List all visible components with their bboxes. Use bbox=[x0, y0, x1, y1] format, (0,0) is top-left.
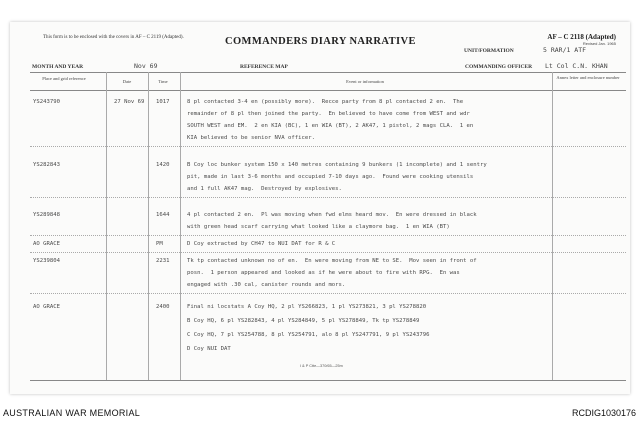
row-rule bbox=[30, 146, 626, 147]
row-rule bbox=[30, 293, 626, 294]
diary-sheet bbox=[10, 22, 630, 394]
row-rule bbox=[30, 235, 626, 236]
row-event-line: 8 pl contacted 3-4 en (possibly more). Recce party from 8 pl contacted 2 en. The bbox=[187, 99, 464, 105]
header-rule-bottom bbox=[30, 90, 626, 91]
row-place: AO GRACE bbox=[33, 241, 60, 247]
unit-value: 5 RAR/1 ATF bbox=[543, 46, 587, 54]
row-place: YS289848 bbox=[33, 212, 60, 218]
row-event-line: B Coy loc bunker system 150 x 140 metres containing 9 bunkers (1 incomplete) and 1 sentry bbox=[187, 162, 487, 168]
row-time: 2231 bbox=[156, 258, 170, 264]
col-divider bbox=[552, 72, 553, 380]
col-date-header: Date bbox=[122, 79, 132, 84]
month-label: MONTH AND YEAR bbox=[32, 64, 84, 70]
row-place: YS243790 bbox=[33, 99, 60, 105]
table-bottom-rule bbox=[30, 380, 626, 381]
row-rule bbox=[30, 197, 626, 198]
co-value: Lt Col C.N. KHAN bbox=[545, 62, 608, 70]
row-event-line: D Coy NUI DAT bbox=[187, 346, 231, 352]
row-event-line: engaged with .30 cal, canister rounds and mors. bbox=[187, 282, 346, 288]
col-divider bbox=[148, 72, 149, 380]
row-time: 1017 bbox=[156, 99, 170, 105]
month-value: Nov 69 bbox=[134, 62, 158, 70]
print-note: I & P Ctte—370/65—25m bbox=[300, 364, 343, 368]
row-time: 2400 bbox=[156, 304, 170, 310]
row-time: 1420 bbox=[156, 162, 170, 168]
form-id: AF – C 2118 (Adapted) bbox=[547, 33, 616, 41]
revised-date: Revised Jan. 1965 bbox=[582, 41, 616, 46]
row-event-line: KIA believed to be senior NVA officer. bbox=[187, 135, 315, 141]
row-event-line: Final ni locstats A Coy HQ, 2 pl YS266823, 1 pl YS273821, 3 pl YS278820 bbox=[187, 304, 427, 310]
col-divider bbox=[106, 72, 107, 380]
refmap-label: REFERENCE MAP bbox=[240, 64, 288, 70]
row-event-line: 4 pl contacted 2 en. Pl was moving when fwd elms heard mov. En were dressed in black bbox=[187, 212, 477, 218]
row-place: YS239804 bbox=[33, 258, 60, 264]
row-event-line: B Coy HQ, 6 pl YS282843, 4 pl YS284849, 5 pl YS278849, Tk tp YS278849 bbox=[187, 318, 420, 324]
col-annex-header: Annex letter and enclosure number bbox=[556, 75, 620, 80]
col-divider bbox=[180, 72, 181, 380]
archive-caption: AUSTRALIAN WAR MEMORIAL bbox=[3, 408, 141, 418]
row-rule bbox=[30, 252, 626, 253]
row-event-line: C Coy HQ, 7 pl YS254788, 8 pl YS254791, alo 8 pl YS247791, 9 pl YS243796 bbox=[187, 332, 430, 338]
header-rule-top bbox=[30, 72, 626, 73]
row-time: PM bbox=[156, 241, 163, 247]
row-event-line: D Coy extracted by CH47 to NUI DAT for R & C bbox=[187, 241, 336, 247]
row-date: 27 Nov 69 bbox=[114, 99, 145, 105]
form-notice: This form is to be enclosed with the covers in AF – C 2119 (Adapted). bbox=[43, 35, 184, 40]
row-event-line: pit, made in last 3-6 months and occupied 7-10 days ago. Found were cooking utensils bbox=[187, 174, 474, 180]
co-label: COMMANDING OFFICER bbox=[465, 64, 533, 70]
row-place: YS282843 bbox=[33, 162, 60, 168]
row-time: 1644 bbox=[156, 212, 170, 218]
row-place: AO GRACE bbox=[33, 304, 60, 310]
unit-label: UNIT/FORMATION bbox=[464, 48, 514, 54]
row-event-line: with green head scarf carrying what looked like a claymore bag. 1 en WIA (BT) bbox=[187, 224, 450, 230]
row-event-line: remainder of 8 pl then joined the party. En believed to have come from WEST and wdr bbox=[187, 111, 470, 117]
row-event-line: Tk tp contacted unknown no of en. En were moving from NE to SE. Mov seen in front of bbox=[187, 258, 477, 264]
col-place-header: Place and grid reference bbox=[42, 76, 86, 81]
col-time-header: Time bbox=[158, 79, 168, 84]
page-title: COMMANDERS DIARY NARRATIVE bbox=[225, 36, 416, 47]
row-event-line: and 1 full AK47 mag. Destroyed by explosives. bbox=[187, 186, 342, 192]
col-event-header: Event or information bbox=[346, 79, 384, 84]
archive-id: RCDIG1030176 bbox=[571, 408, 636, 418]
row-event-line: posn. 1 person appeared and looked as if he were about to fire with RPG. En was bbox=[187, 270, 460, 276]
row-event-line: SOUTH WEST and EM. 2 en KIA (BC), 1 en WIA (BT), 2 AK47, 1 pistol, 2 mags CLA. 1 en bbox=[187, 123, 474, 129]
